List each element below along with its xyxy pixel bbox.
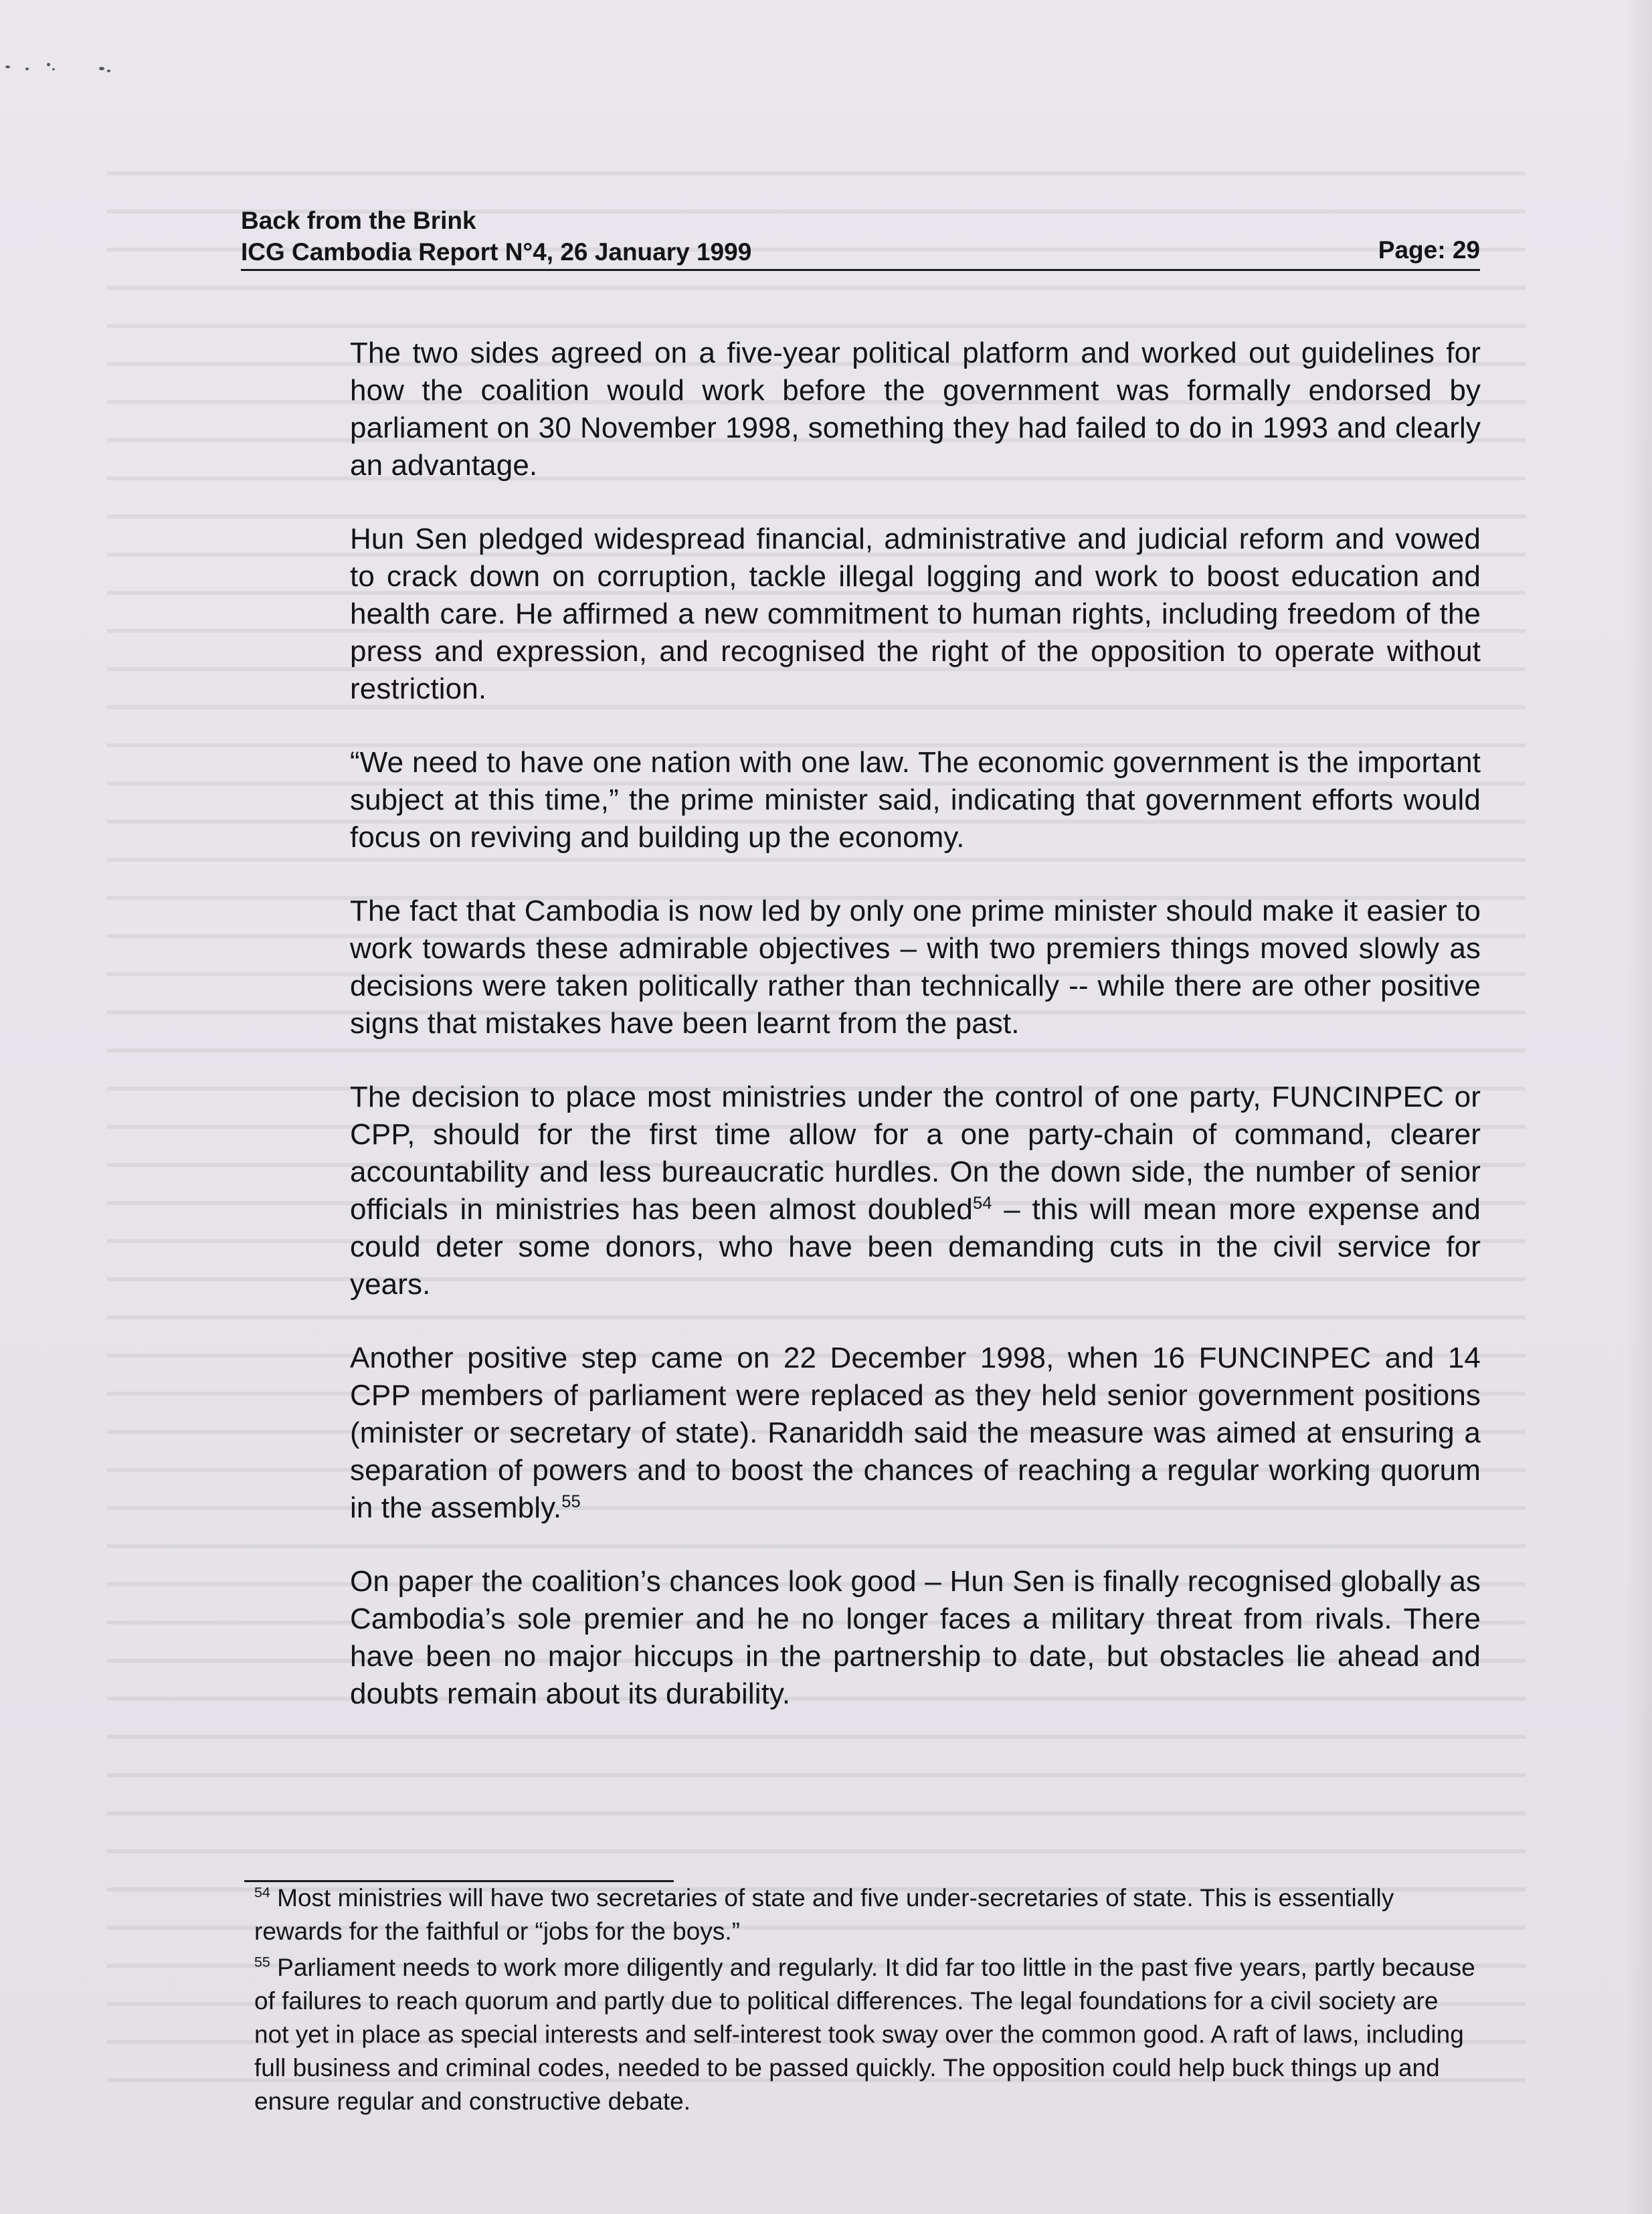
header-title: Back from the Brink xyxy=(241,207,476,234)
footnotes xyxy=(254,1881,1479,2118)
footnote-text: Parliament needs to work more diligently and regularly. It did far too little in the past five years, partly because of failures to reach quorum and partly due to political differences. The legal foundations for a civil society are not yet in place as special interests and self-interest took sway over the common good. A raft of laws, including full business and criminal codes, needed to be passed quickly. The opposition could help buck things up and ensure regular and constructive debate. xyxy=(254,1954,1475,2115)
footnote-text: Most ministries will have two secretaries of state and five under-secretaries of state. This is essentially rewards for the faithful or “jobs for the boys.” xyxy=(254,1884,1394,1945)
speck xyxy=(107,70,110,72)
paragraph-text: Another positive step came on 22 December 1998, when 16 FUNCINPEC and 14 CPP members of parliament were replaced as they held senior government positions (minister or secretary of state). Ranariddh said the measure was aimed at ensuring a separation of powers and to boost the chances of reaching a regular working quorum in the assembly. xyxy=(350,1342,1481,1524)
footnote-ref-54[interactable]: 54 xyxy=(973,1194,992,1213)
paragraph-text: The decision to place most ministries under the control of one party, FUNCINPEC or CPP, should for the first time allow for a one party-chain of command, clearer accountability and less bureaucratic hurdles. On the down side, the number of senior officials in ministries has been almost doubled xyxy=(350,1081,1481,1226)
paragraph-parliament xyxy=(350,1340,1481,1527)
scan-specks xyxy=(5,62,126,75)
footnote-ref-55[interactable]: 55 xyxy=(561,1492,581,1511)
speck xyxy=(25,68,29,70)
footnote-number: 54 xyxy=(254,1884,270,1901)
footnote-55 xyxy=(254,1951,1479,2118)
speck xyxy=(52,68,55,70)
speck xyxy=(99,67,104,70)
body-text xyxy=(350,335,1481,1749)
paragraph-quote: “We need to have one nation with one law. The economic government is the important subject at this time,” the prime minister said, indicating that government efforts would focus on reviving and building up the economy. xyxy=(350,746,1481,854)
running-header xyxy=(241,205,1480,271)
page-number: Page: 29 xyxy=(1378,236,1480,264)
paragraph-text: – this will mean more expense and could deter some donors, who have been demanding cuts in the civil service for years. xyxy=(350,1193,1481,1301)
page-edge-shadow xyxy=(1625,0,1652,2214)
header-report-line: ICG Cambodia Report N°4, 26 January 1999 xyxy=(241,238,752,266)
speck xyxy=(47,63,50,66)
paragraph-ministries xyxy=(350,1079,1481,1303)
paragraph-reform-pledge: Hun Sen pledged widespread financial, administrative and judicial reform and vowed to crack down on corruption, tackle illegal logging and work to boost education and health care. He affirmed a new commitment to human rights, including freedom of the press and expression, and recognised the right of the opposition to operate without restriction. xyxy=(350,523,1481,705)
footnote-number: 55 xyxy=(254,1954,270,1970)
paragraph-outlook: On paper the coalition’s chances look good – Hun Sen is finally recognised globally as Cambodia’s sole premier and he no longer faces a military threat from rivals. There have been no major hiccups in the partnership to date, but obstacles lie ahead and doubts remain about its durability. xyxy=(350,1565,1481,1710)
paragraph-platform: The two sides agreed on a five-year political platform and worked out guidelines for how the coalition would work before the government was formally endorsed by parliament on 30 November 1998, something they had failed to do in 1993 and clearly an advantage. xyxy=(350,337,1481,482)
footnote-54 xyxy=(254,1881,1479,1948)
paragraph-one-premier: The fact that Cambodia is now led by only one prime minister should make it easier to work towards these admirable objectives – with two premiers things moved slowly as decisions were taken politically rather than technically -- while there are other positive signs that mistakes have been learnt from the past. xyxy=(350,895,1481,1040)
speck xyxy=(5,66,10,68)
